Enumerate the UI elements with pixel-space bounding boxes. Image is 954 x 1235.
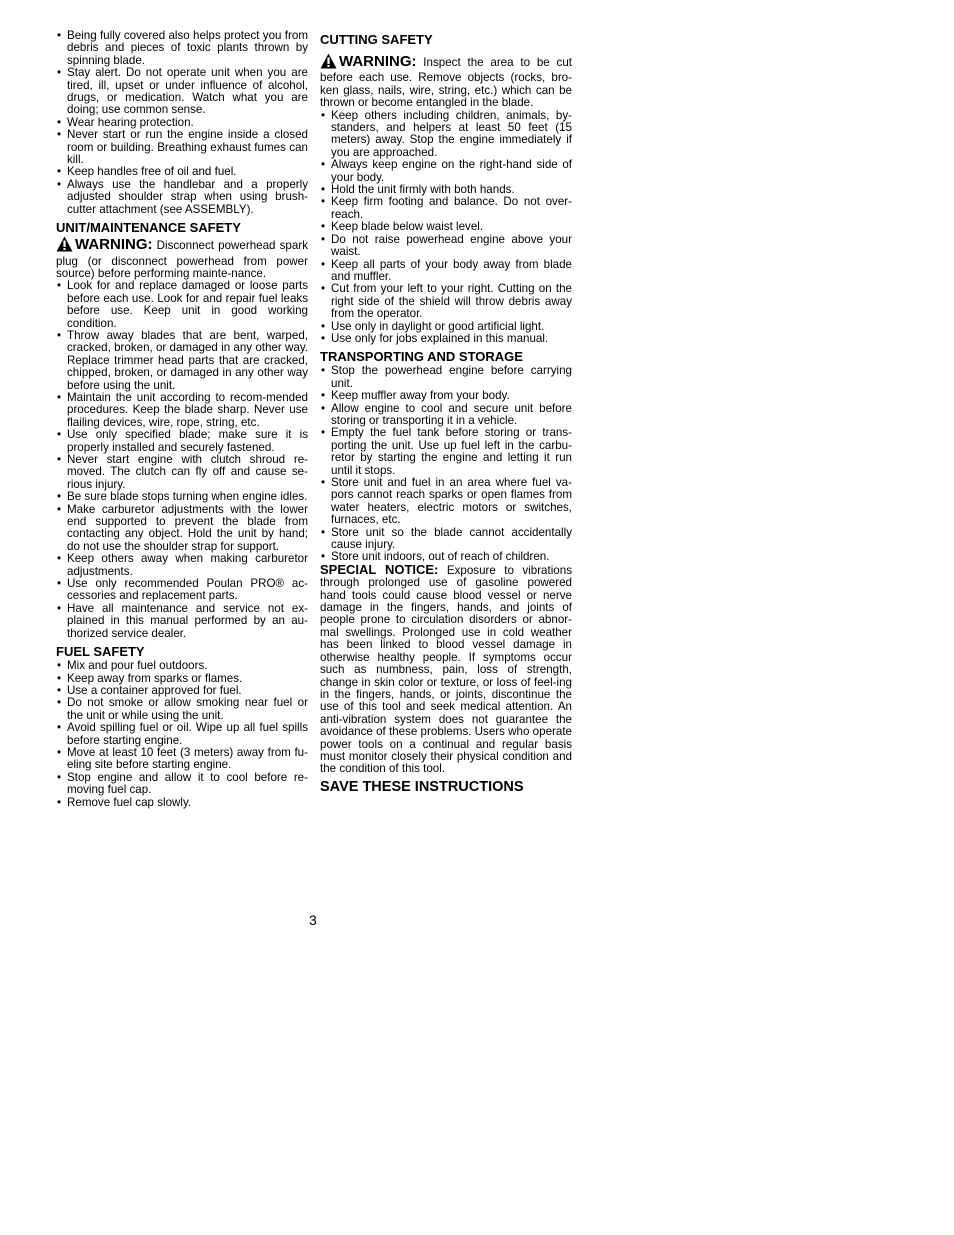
list-item: • Allow engine to cool and secure unit before storing or transporting it in a vehicle. <box>320 403 572 428</box>
list-item: • Have all maintenance and service not ex-plained in this manual performed by an au-thorized service dealer. <box>56 603 308 640</box>
list-item: • Use only for jobs explained in this manual. <box>320 333 572 345</box>
page-number: 3 <box>309 912 317 928</box>
unit-warning-label: WARNING: <box>75 236 153 254</box>
special-notice-text: Exposure to vibrations through prolonged use of gasoline powered hand tools could cause blood vessel or nerve damage in the fingers, hands, and joints of people prone to circulation disorders or abnor-mal swellings. Prolonged use in cold weather has been linked to blood vessel damage in otherwise healthy people. If symptoms occur such as numbness, pain, loss of strength, change in skin color or texture, or loss of feel-ing in the fingers, hands, or joints, discontinue the use of this tool and seek medical attention. An anti-vibration system does not guarantee the avoidance of these problems. Users who operate power tools on a continual and regular basis must monitor closely their physical condition and the condition of this tool. <box>320 563 572 776</box>
list-item: • Keep blade below waist level. <box>320 221 572 233</box>
list-item: • Store unit indoors, out of reach of children. <box>320 551 572 563</box>
transporting-storage-heading: TRANSPORTING AND STORAGE <box>320 349 523 365</box>
list-item: • Use only recommended Poulan PRO® ac-cessories and replacement parts. <box>56 578 308 603</box>
cutting-warning-paragraph <box>320 53 572 110</box>
unit-maintenance-heading: UNIT/MAINTENANCE SAFETY <box>56 220 241 236</box>
cutting-warning-text: Inspect the area to be cut before each use. Remove objects (rocks, bro-ken glass, nails, wire, string, etc.) which can be thrown or become entangled in the blade. <box>320 56 572 110</box>
list-item: • Use a container approved for fuel. <box>56 685 308 697</box>
left-column <box>56 30 308 809</box>
special-notice-label: SPECIAL NOTICE: <box>320 561 439 577</box>
list-item: • Use only in daylight or good artificial light. <box>320 321 572 333</box>
list-item: • Be sure blade stops turning when engine idles. <box>56 491 308 503</box>
list-item: • Do not smoke or allow smoking near fuel or the unit or while using the unit. <box>56 697 308 722</box>
list-item: • Always keep engine on the right-hand side of your body. <box>320 159 572 184</box>
list-item: • Store unit so the blade cannot accidentally cause injury. <box>320 527 572 552</box>
list-item: • Do not raise powerhead engine above your waist. <box>320 234 572 259</box>
fuel-safety-heading: FUEL SAFETY <box>56 644 145 660</box>
list-item: • Move at least 10 feet (3 meters) away from fu-eling site before starting engine. <box>56 747 308 772</box>
unit-warning-paragraph <box>56 236 308 280</box>
list-item: • Keep firm footing and balance. Do not over-reach. <box>320 196 572 221</box>
list-item: • Hold the unit firmly with both hands. <box>320 184 572 196</box>
cutting-safety-list <box>320 110 572 346</box>
cutting-safety-heading: CUTTING SAFETY <box>320 32 433 47</box>
list-item: • Remove fuel cap slowly. <box>56 797 308 809</box>
list-item: • Keep handles free of oil and fuel. <box>56 166 308 178</box>
list-item: • Being fully covered also helps protect you from debris and pieces of toxic plants thrown by spinning blade. <box>56 30 308 67</box>
list-item: • Stay alert. Do not operate unit when you are tired, ill, upset or under influence of alcohol, drugs, or medication. Watch what you are doing; use common sense. <box>56 67 308 117</box>
list-item: • Stop engine and allow it to cool before re-moving fuel cap. <box>56 772 308 797</box>
list-item: • Empty the fuel tank before storing or trans-porting the unit. Use up fuel left in the carbu-retor by starting the engine and letting it run until it stops. <box>320 427 572 477</box>
list-item: • Keep others including children, animals, by-standers, and helpers at least 50 feet (15 meters) away. Stop the engine immediately if you are approached. <box>320 110 572 160</box>
list-item: • Store unit and fuel in an area where fuel va-pors cannot reach sparks or open flames from water heaters, electric motors or switches, furnaces, etc. <box>320 477 572 527</box>
fuel-safety-list <box>56 660 308 809</box>
special-notice-paragraph <box>320 561 572 776</box>
warning-icon <box>56 236 73 255</box>
list-item: • Always use the handlebar and a properly adjusted shoulder strap when using brush-cutter attachment (see ASSEMBLY). <box>56 179 308 216</box>
list-item: • Maintain the unit according to recom-mended procedures. Keep the blade sharp. Never use flailing devices, wire, rope, string, etc. <box>56 392 308 429</box>
warning-icon <box>320 53 337 72</box>
unit-maintenance-list <box>56 280 308 640</box>
list-item: • Keep all parts of your body away from blade and muffler. <box>320 259 572 284</box>
list-item: • Mix and pour fuel outdoors. <box>56 660 308 672</box>
list-item: • Cut from your left to your right. Cutting on the right side of the shield will throw debris away from the operator. <box>320 283 572 320</box>
intro-safety-list <box>56 30 308 216</box>
transporting-storage-list <box>320 365 572 564</box>
list-item: • Throw away blades that are bent, warped, cracked, broken, or damaged in any other way. Replace trimmer head parts that are cracked, chipped, broken, or damaged in any other way before using the unit. <box>56 330 308 392</box>
list-item: • Keep others away when making carburetor adjustments. <box>56 553 308 578</box>
unit-warning-text: Disconnect powerhead spark plug (or disconnect powerhead from power source) before performing mainte-nance. <box>56 239 308 280</box>
list-item: • Use only specified blade; make sure it is properly installed and securely fastened. <box>56 429 308 454</box>
cutting-warning-label: WARNING: <box>339 53 417 70</box>
list-item: • Keep muffler away from your body. <box>320 390 572 402</box>
list-item: • Look for and replace damaged or loose parts before each use. Look for and repair fuel leaks before use. Keep unit in good working condition. <box>56 280 308 330</box>
right-column <box>320 30 572 796</box>
list-item: • Keep away from sparks or flames. <box>56 673 308 685</box>
list-item: • Avoid spilling fuel or oil. Wipe up all fuel spills before starting engine. <box>56 722 308 747</box>
list-item: • Stop the powerhead engine before carrying unit. <box>320 365 572 390</box>
list-item: • Never start or run the engine inside a closed room or building. Breathing exhaust fumes can kill. <box>56 129 308 166</box>
list-item: • Never start engine with clutch shroud re-moved. The clutch can fly off and cause se-rious injury. <box>56 454 308 491</box>
list-item: • Make carburetor adjustments with the lower end supported to prevent the blade from contacting any object. Hold the unit by hand; do not use the shoulder strap for support. <box>56 504 308 554</box>
list-item: • Wear hearing protection. <box>56 117 308 129</box>
save-instructions-heading: SAVE THESE INSTRUCTIONS <box>320 778 524 795</box>
